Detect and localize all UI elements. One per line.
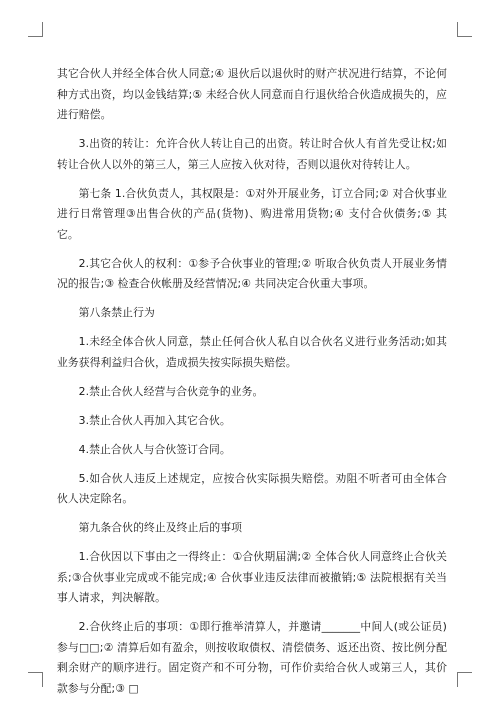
crop-mark-top-left bbox=[28, 22, 43, 37]
crop-mark-bottom-left bbox=[28, 672, 43, 687]
paragraph-article-8-item-1: 1.未经全体合伙人同意，禁止任何合伙人私自以合伙名义进行业务活动;如其业务获得利益归合伙，造成损失按实际损失赔偿。 bbox=[57, 335, 447, 369]
heading-article-8: 第八条禁止行为 bbox=[78, 306, 155, 319]
crop-mark-top-right bbox=[457, 22, 472, 37]
crop-mark-bottom-right bbox=[457, 672, 472, 687]
paragraph-article-7-partner-rights: 2.其它合伙人的权利：①参予合伙事业的管理;② 听取合伙负责人开展业务情况的报告;③ 检查合伙帐册及经营情况;④ 共同决定合伙重大事项。 bbox=[57, 256, 447, 290]
paragraph-article-8-item-2: 2.禁止合伙人经营与合伙竞争的业务。 bbox=[78, 384, 264, 398]
paragraph-article-9-item-1: 1.合伙因以下事由之一得终止：①合伙期届满;② 全体合伙人同意终止合伙关系;③合伙事业完成或不能完成;④ 合伙事业违反法律而被撤销;⑤ 法院根据有关当事人请求，判决解散。 bbox=[57, 550, 447, 604]
document-body bbox=[57, 64, 447, 708]
paragraph-article-7-manager: 第七条 1.合伙负责人，其权限是：①对外开展业务，订立合同;② 对合伙事业进行日常管理③出售合伙的产品(货物)、购进常用货物;④ 支付合伙债务;⑤ 其它。 bbox=[57, 186, 447, 241]
paragraph-withdrawal-settlement: 其它合伙人并经全体合伙人同意;④ 退伙后以退伙时的财产状况进行结算，不论何种方式出资，均以金钱结算;⑤ 未经合伙人同意而自行退伙给合伙造成损失的，应进行赔偿。 bbox=[57, 67, 447, 121]
heading-article-9: 第九条合伙的终止及终止后的事项 bbox=[78, 521, 243, 534]
paragraph-article-8-item-4: 4.禁止合伙人与合伙签订合同。 bbox=[78, 442, 231, 456]
paragraph-capital-transfer: 3.出资的转让：允许合伙人转让自己的出资。转让时合伙人有首先受让权;如转让合伙人以外的第三人，第三人应按入伙对待，否则以退伙对待转让人。 bbox=[57, 137, 447, 171]
paragraph-article-8-item-3: 3.禁止合伙人再加入其它合伙。 bbox=[78, 413, 231, 427]
paragraph-article-9-item-2: 2.合伙终止后的事项：①即行推举清算人，并邀请_______中间人(或公证员)参与□□;② 清算后如有盈余，则按收取债权、清偿债务、返还出资、按比例分配剩余财产的顺序进行。固定资产和不可分物，可作价卖给合伙人或第三人，其价款参与分配;③ □ bbox=[57, 620, 447, 695]
paragraph-article-8-item-5: 5.如合伙人违反上述规定，应按合伙实际损失赔偿。劝阻不听者可由全体合伙人决定除名。 bbox=[57, 471, 447, 505]
